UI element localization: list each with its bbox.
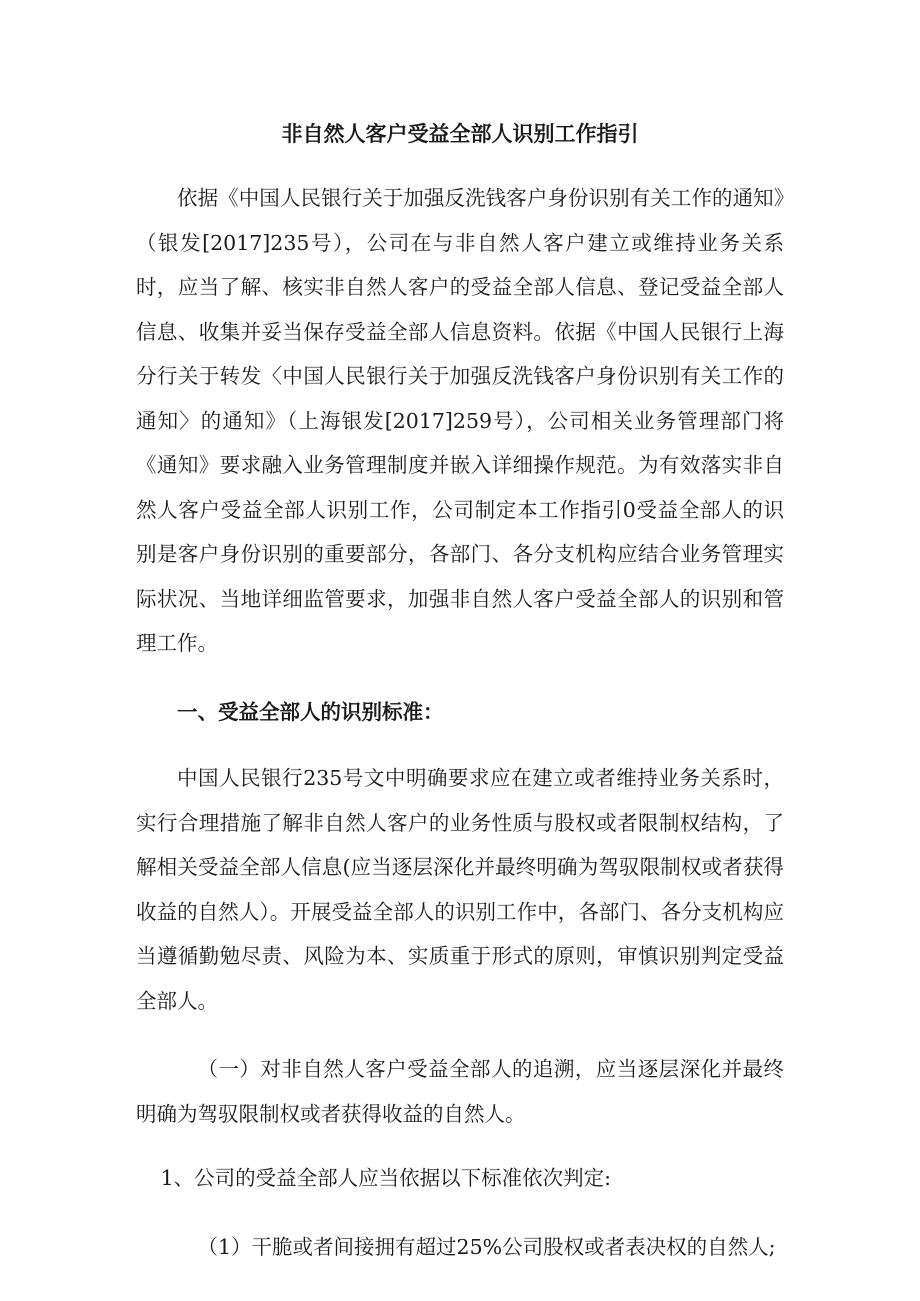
- section-paragraph: 中国人民银行235号文中明确要求应在建立或者维持业务关系时，实行合理措施了解非自然人客户的业务性质与股权或者限制权结构，了解相关受益全部人信息(应当逐层深化并最终明确为驾驭限制权或者获得收益的自然人）。开展受益全部人的识别工作中，各部门、各分支机构应当遵循勤勉尽责、风险为本、实质重于形式的原则，审慎识别判定受益全部人。: [136, 766, 784, 1013]
- list-item-shareholding: （1）干脆或者间接拥有超过25%公司股权或者表决权的自然人;: [197, 1234, 776, 1259]
- intro-paragraph: 依据《中国人民银行关于加强反洗钱客户身份识别有关工作的通知》（银发[2017]235号），公司在与非自然人客户建立或维持业务关系时，应当了解、核实非自然人客户的受益全部人信息、登记受益全部人信息、收集并妥当保存受益全部人信息资料。依据《中国人民银行上海分行关于转发〈中国人民银行关于加强反洗钱客户身份识别有关工作的通知〉的通知》（上海银发[2017]259号），公司相关业务管理部门将《通知》要求融入业务管理制度并嵌入详细操作规范。为有效落实非自然人客户受益全部人识别工作，公司制定本工作指引0受益全部人的识别是客户身份识别的重要部分，各部门、各分支机构应结合业务管理实际状况、当地详细监管要求，加强非自然人客户受益全部人的识别和管理工作。: [136, 186, 784, 655]
- document-title: 非自然人客户受益全部人识别工作指引: [281, 122, 639, 146]
- list-item-company-criteria: 1、公司的受益全部人应当依据以下标准依次判定:: [160, 1166, 612, 1190]
- list-item-tracing: （一）对非自然人客户受益全部人的追溯，应当逐层深化并最终明确为驾驭限制权或者获得收益的自然人。: [136, 1057, 784, 1126]
- section-heading-identification-standard: 一、受益全部人的识别标准：: [177, 699, 444, 724]
